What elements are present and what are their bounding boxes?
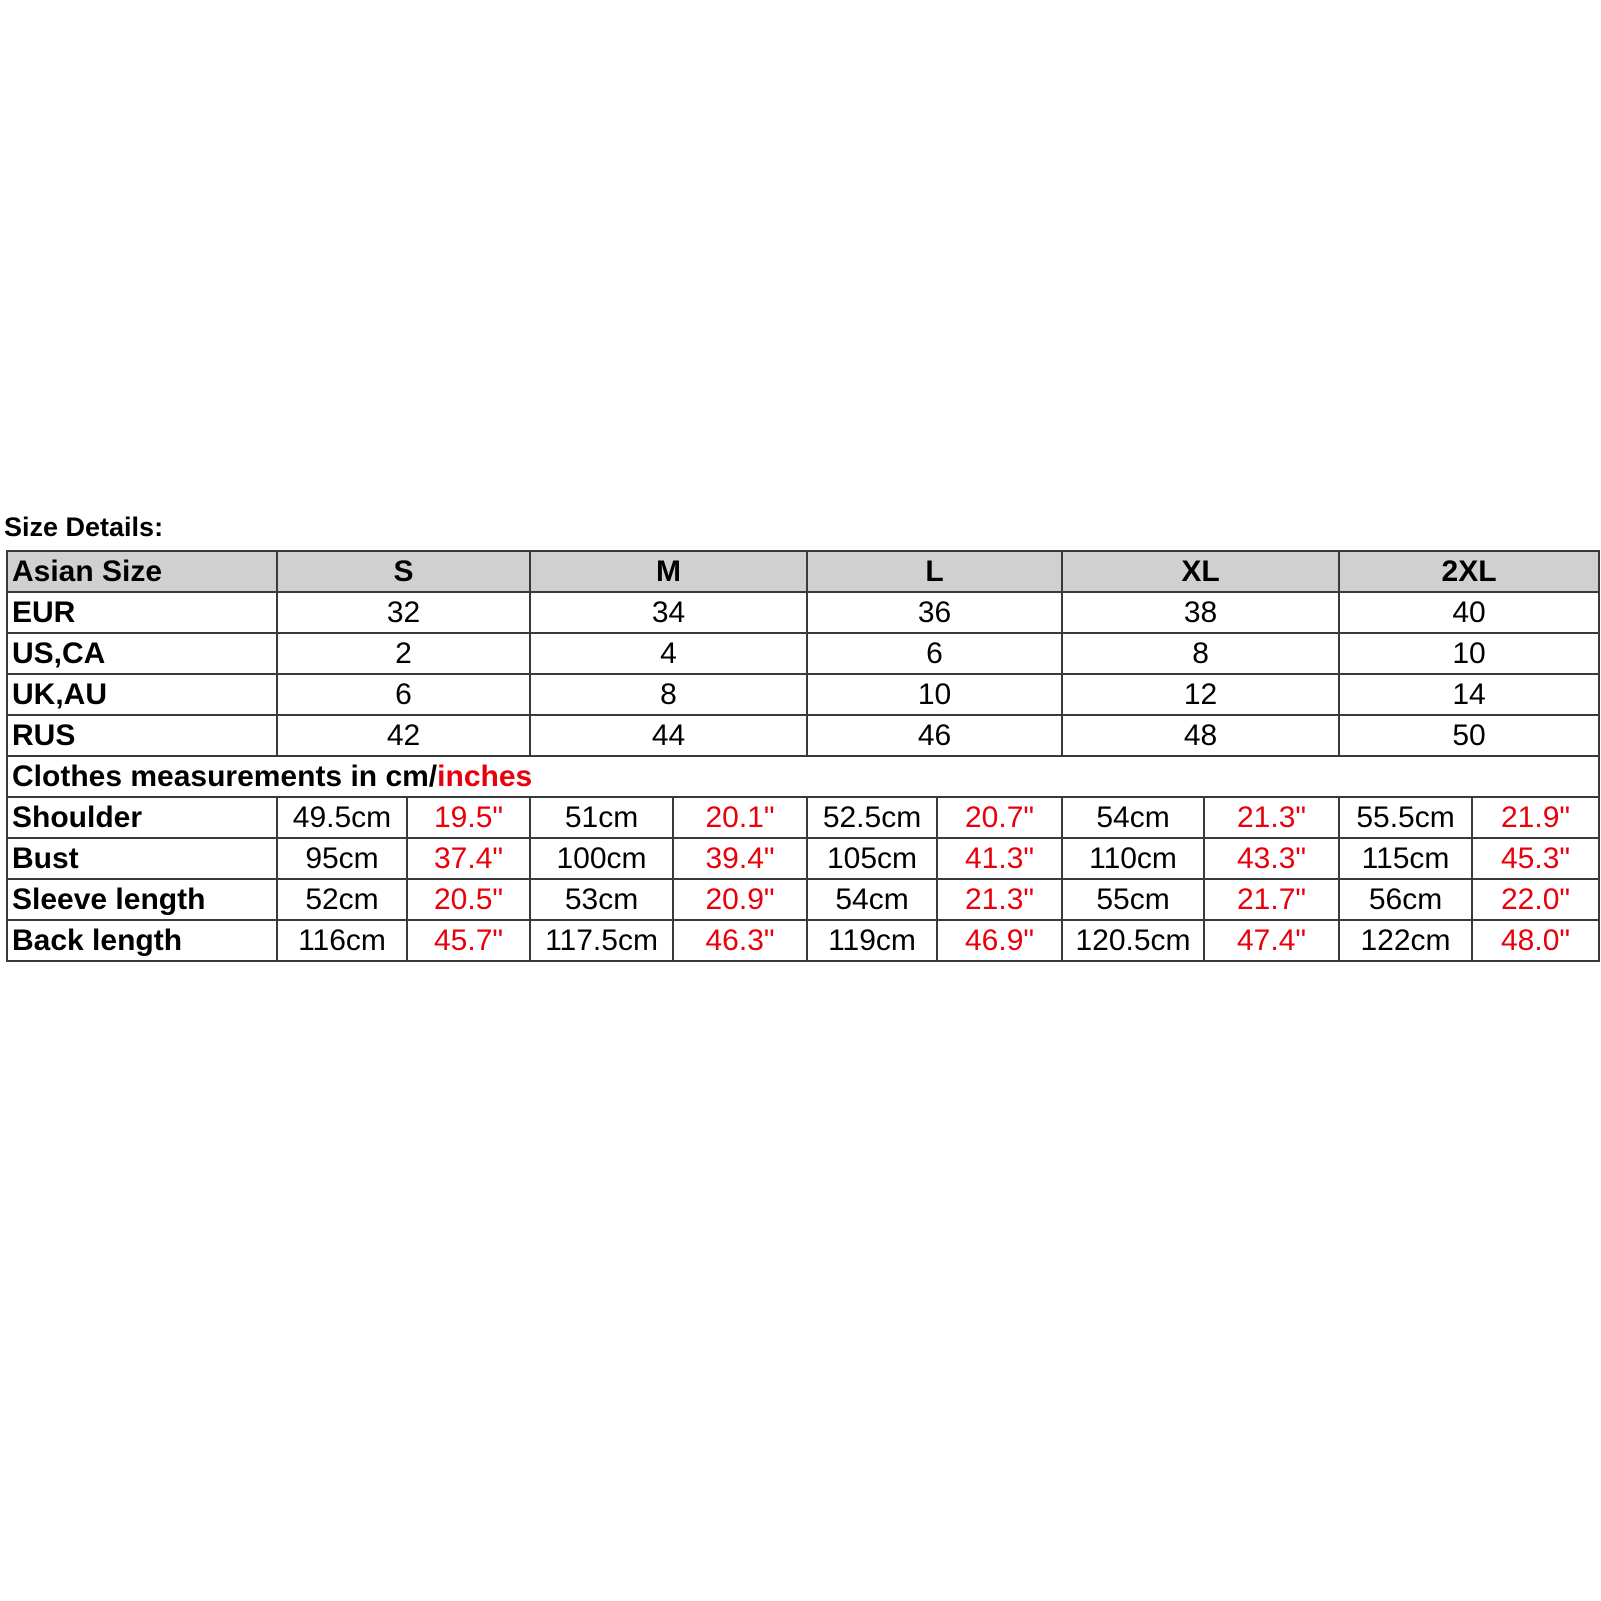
- inch-cell: 45.7": [407, 920, 530, 961]
- row-label: Shoulder: [7, 797, 277, 838]
- inch-cell: 37.4": [407, 838, 530, 879]
- cm-cell: 95cm: [277, 838, 407, 879]
- table-cell: 46: [807, 715, 1062, 756]
- conversion-row: [7, 592, 1599, 633]
- cm-cell: 51cm: [530, 797, 673, 838]
- inch-cell: 22.0": [1472, 879, 1599, 920]
- conversion-row: [7, 715, 1599, 756]
- conversion-row: [7, 674, 1599, 715]
- cm-cell: 54cm: [1062, 797, 1204, 838]
- cm-cell: 117.5cm: [530, 920, 673, 961]
- cm-cell: 55.5cm: [1339, 797, 1472, 838]
- cm-cell: 119cm: [807, 920, 937, 961]
- inch-cell: 21.3": [1204, 797, 1339, 838]
- section-prefix: Clothes measurements in cm/: [12, 760, 438, 793]
- size-header: L: [807, 551, 1062, 592]
- cm-cell: 54cm: [807, 879, 937, 920]
- table-cell: 6: [277, 674, 530, 715]
- inch-cell: 46.3": [673, 920, 807, 961]
- table-cell: 12: [1062, 674, 1339, 715]
- table-cell: 34: [530, 592, 807, 633]
- table-cell: 4: [530, 633, 807, 674]
- cm-cell: 122cm: [1339, 920, 1472, 961]
- cm-cell: 116cm: [277, 920, 407, 961]
- cm-cell: 49.5cm: [277, 797, 407, 838]
- cm-cell: 100cm: [530, 838, 673, 879]
- row-label: Sleeve length: [7, 879, 277, 920]
- inch-cell: 20.7": [937, 797, 1062, 838]
- measurement-row: [7, 838, 1599, 879]
- size-table: [6, 550, 1600, 962]
- inch-cell: 21.7": [1204, 879, 1339, 920]
- size-header: XL: [1062, 551, 1339, 592]
- inch-cell: 20.1": [673, 797, 807, 838]
- inch-cell: 46.9": [937, 920, 1062, 961]
- inch-cell: 20.9": [673, 879, 807, 920]
- cm-cell: 55cm: [1062, 879, 1204, 920]
- inch-cell: 20.5": [407, 879, 530, 920]
- row-label: US,CA: [7, 633, 277, 674]
- cm-cell: 52.5cm: [807, 797, 937, 838]
- table-cell: 38: [1062, 592, 1339, 633]
- measurement-row: [7, 797, 1599, 838]
- inch-cell: 45.3": [1472, 838, 1599, 879]
- table-cell: 32: [277, 592, 530, 633]
- cm-cell: 110cm: [1062, 838, 1204, 879]
- row-label: UK,AU: [7, 674, 277, 715]
- table-cell: 2: [277, 633, 530, 674]
- size-header: M: [530, 551, 807, 592]
- section-highlight: inches: [437, 760, 533, 793]
- table-cell: 10: [807, 674, 1062, 715]
- row-label: Back length: [7, 920, 277, 961]
- table-cell: 50: [1339, 715, 1599, 756]
- inch-cell: 39.4": [673, 838, 807, 879]
- conversion-row: [7, 633, 1599, 674]
- section-heading: [7, 756, 1599, 797]
- cm-cell: 56cm: [1339, 879, 1472, 920]
- table-cell: 14: [1339, 674, 1599, 715]
- header-row: [7, 551, 1599, 592]
- row-label: Bust: [7, 838, 277, 879]
- inch-cell: 47.4": [1204, 920, 1339, 961]
- inch-cell: 48.0": [1472, 920, 1599, 961]
- row-label: RUS: [7, 715, 277, 756]
- inch-cell: 19.5": [407, 797, 530, 838]
- table-cell: 8: [1062, 633, 1339, 674]
- cm-cell: 120.5cm: [1062, 920, 1204, 961]
- measurement-row: [7, 879, 1599, 920]
- cm-cell: 115cm: [1339, 838, 1472, 879]
- table-cell: 42: [277, 715, 530, 756]
- inch-cell: 43.3": [1204, 838, 1339, 879]
- cm-cell: 105cm: [807, 838, 937, 879]
- page-title: Size Details:: [4, 512, 164, 542]
- size-header: S: [277, 551, 530, 592]
- inch-cell: 21.9": [1472, 797, 1599, 838]
- table-cell: 36: [807, 592, 1062, 633]
- table-cell: 44: [530, 715, 807, 756]
- section-row: [7, 756, 1599, 797]
- table-cell: 40: [1339, 592, 1599, 633]
- cm-cell: 53cm: [530, 879, 673, 920]
- table-cell: 6: [807, 633, 1062, 674]
- inch-cell: 21.3": [937, 879, 1062, 920]
- header-label: Asian Size: [7, 551, 277, 592]
- inch-cell: 41.3": [937, 838, 1062, 879]
- size-header: 2XL: [1339, 551, 1599, 592]
- measurement-row: [7, 920, 1599, 961]
- table-cell: 8: [530, 674, 807, 715]
- table-cell: 48: [1062, 715, 1339, 756]
- row-label: EUR: [7, 592, 277, 633]
- table-cell: 10: [1339, 633, 1599, 674]
- cm-cell: 52cm: [277, 879, 407, 920]
